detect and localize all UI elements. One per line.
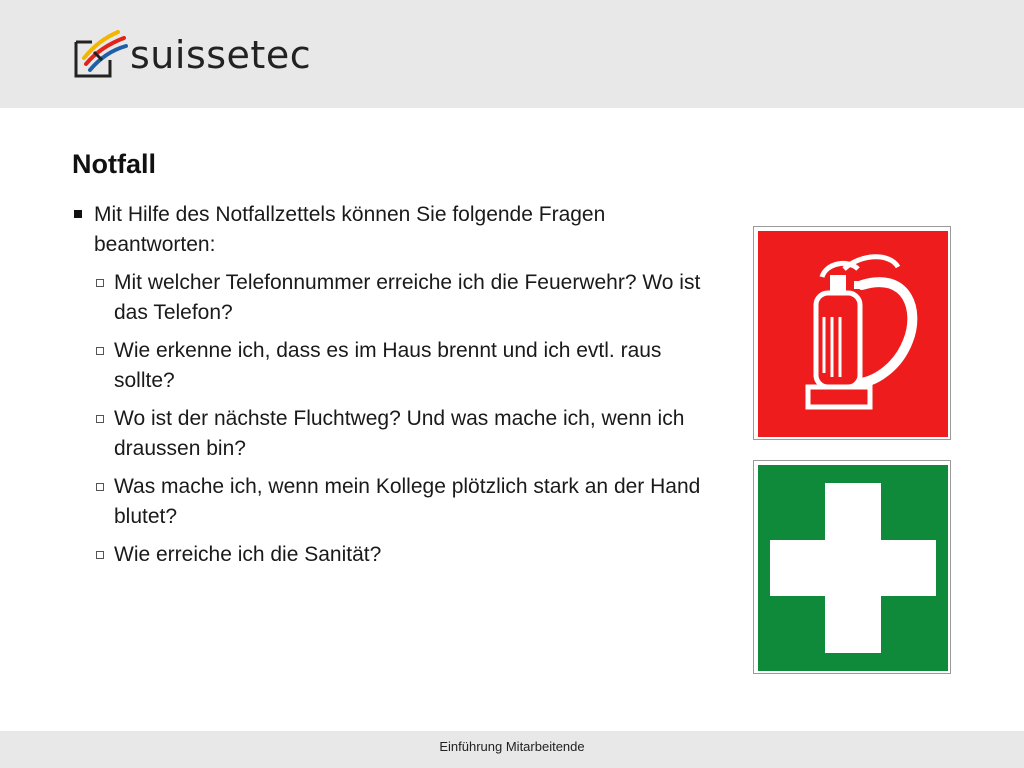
question-text: Wo ist der nächste Fluchtweg? Und was mache ich, wenn ich draussen bin? (114, 407, 685, 460)
hollow-square-bullet-icon (96, 279, 104, 287)
square-bullet-icon (74, 210, 82, 218)
hollow-square-bullet-icon (96, 483, 104, 491)
question-item (94, 472, 722, 532)
hollow-square-bullet-icon (96, 347, 104, 355)
fire-extinguisher-icon (758, 231, 948, 437)
footer-bar (0, 731, 1024, 768)
question-item (94, 268, 722, 328)
hollow-square-bullet-icon (96, 415, 104, 423)
intro-bullet (72, 200, 722, 260)
slide-title: Notfall (72, 149, 156, 179)
suissetec-logo-icon (72, 26, 128, 82)
question-item (94, 336, 722, 396)
question-text: Wie erkenne ich, dass es im Haus brennt und ich evtl. raus sollte? (114, 339, 662, 392)
question-text: Wie erreiche ich die Sanität? (114, 543, 382, 566)
logo-wordmark: suissetec (130, 33, 312, 77)
footer-text: Einführung Mitarbeitende (439, 739, 585, 754)
first-aid-cross-icon (758, 465, 948, 671)
question-item (94, 540, 722, 570)
intro-text: Mit Hilfe des Notfallzettels können Sie folgende Fragen beantworten: (94, 203, 606, 256)
question-item (94, 404, 722, 464)
bullet-list (72, 200, 722, 578)
fire-extinguisher-sign (753, 226, 951, 440)
header-bar (0, 0, 1024, 108)
question-text: Was mache ich, wenn mein Kollege plötzlich stark an der Hand blutet? (114, 475, 701, 528)
hollow-square-bullet-icon (96, 551, 104, 559)
suissetec-logo (72, 26, 312, 82)
question-text: Mit welcher Telefonnummer erreiche ich die Feuerwehr? Wo ist das Telefon? (114, 271, 701, 324)
first-aid-sign (753, 460, 951, 674)
